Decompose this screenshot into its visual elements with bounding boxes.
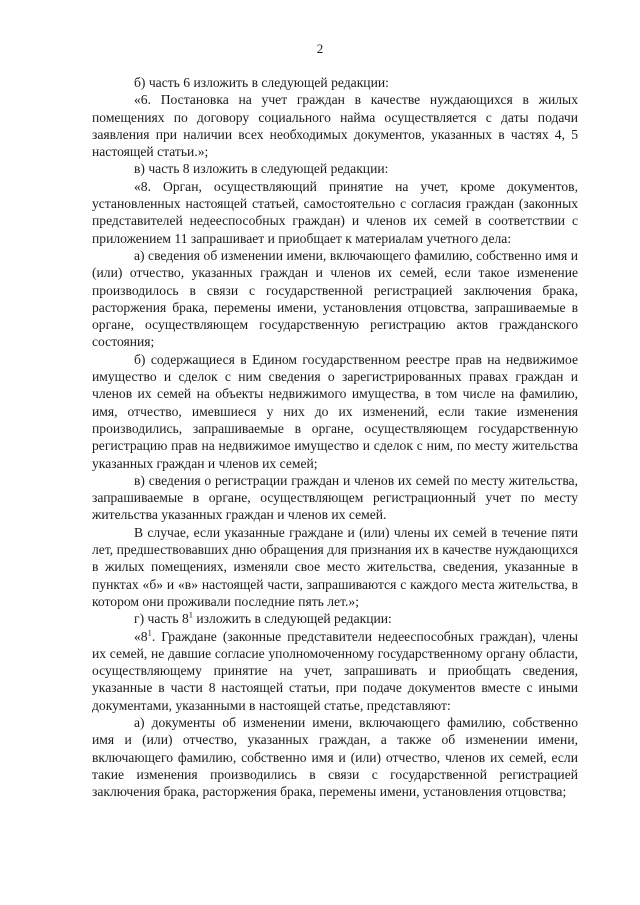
paragraph-8-1-heading bbox=[92, 610, 578, 627]
page-number: 2 bbox=[316, 41, 324, 56]
document-body bbox=[92, 74, 578, 800]
paragraph-part-8-1-after: . Граждане (законные представители недееспособных граждан), члены их семей, не давшие согласие уполномоченному государственному органу области, осуществляющему принятие на учет, запрашивать и приобщать сведения, указанные в части 8 настоящей статьи, при подаче документов вместе с иными документами, указанными в настоящей статье, представляют: bbox=[92, 628, 578, 713]
paragraph-8-1-heading-after: изложить в следующей редакции: bbox=[193, 611, 392, 627]
paragraph-item-b: б) содержащиеся в Едином государственном реестре прав на недвижимое имущество и сделок с ним сведения о зарегистрированных правах граждан и членов их семей на объекты недвижимого имущества, в том числе на фамилию, имя, отчество, имевшиеся у них до их изменений, если такие изменения производились, запрашиваемые в органе, осуществляющем государственную регистрацию прав на недвижимое имущество и сделок с ним, по месту жительства указанных граждан и членов их семей; bbox=[92, 351, 578, 471]
paragraph-residence-change: В случае, если указанные граждане и (или) члены их семей в течение пяти лет, предшествовавших дню обращения для признания их в качестве нуждающихся в жилых помещениях, изменяли свое место жительства, сведения, указанные в пунктах «б» и «в» настоящей части, запрашиваются с каждого места жительства, в котором они проживали последние пять лет.»; bbox=[92, 524, 578, 609]
paragraph-8-1-heading-before: г) часть 8 bbox=[134, 611, 189, 627]
paragraph-8-1-item-a: а) документы об изменении имени, включающего фамилию, собственно имя и (или) отчество, указанных граждан, а также об изменении имени, включающего фамилию, собственно имя и (или) отчество, членов их семей, если такие изменения производились в связи с государственной регистрацией заключения брака, расторжения брака, перемены имени, установления отцовства; bbox=[92, 714, 578, 800]
paragraph-item-v: в) сведения о регистрации граждан и членов их семей по месту жительства, запрашиваемые в органе, осуществляющем регистрационный учет по месту жительства указанных граждан и членов их семей. bbox=[92, 472, 578, 523]
superscript-marker: 1 bbox=[188, 609, 193, 620]
paragraph-part-8-1-before: «8 bbox=[134, 628, 148, 644]
paragraph-6b-heading: б) часть 6 изложить в следующей редакции: bbox=[134, 75, 389, 90]
paragraph-8v-heading: в) часть 8 изложить в следующей редакции: bbox=[134, 161, 389, 177]
superscript-marker: 1 bbox=[147, 626, 152, 637]
paragraph-part-8-text: «8. Орган, осуществляющий принятие на учет, кроме документов, установленных настоящей статьей, самостоятельно с согласия граждан (законных представителей недееспособных граждан) и членов их семей в соответствии с приложением 11 запрашивает и приобщает к материалам учетного дела: bbox=[92, 178, 578, 246]
paragraph-item-a: а) сведения об изменении имени, включающего фамилию, собственно имя и (или) отчество, указанных граждан и членов их семей, если такое изменение производилось в связи с государственной регистрацией заключения брака, расторжения брака, перемены имени, установления отцовства, запрашиваемые в органе, осуществляющем государственную регистрацию актов гражданского состояния; bbox=[92, 247, 578, 350]
paragraph-part-6-text: «6. Постановка на учет граждан в качестве нуждающихся в жилых помещениях по договору социального найма осуществляется с даты подачи заявления при наличии всех необходимых документов, указанных в частях 4, 5 настоящей статьи.»; bbox=[92, 92, 578, 160]
paragraph-part-8-1-text bbox=[92, 628, 578, 714]
